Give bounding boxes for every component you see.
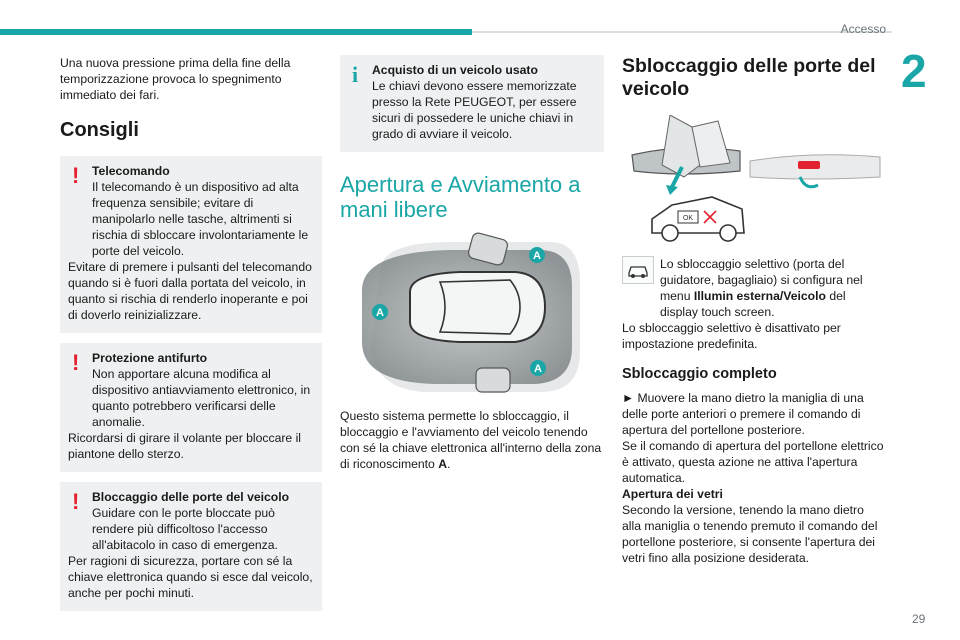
page-number: 29: [912, 612, 926, 626]
door-handle-illustration: [622, 115, 884, 250]
note-text: [660, 256, 884, 320]
zone-label: A: [533, 250, 541, 262]
warning-box-antitheft: [60, 343, 322, 472]
column-left: [60, 55, 322, 621]
intro-paragraph: Una nuova pressione prima della fine della temporizzazione provoca lo spegnimento immediato dei fari.: [60, 56, 291, 102]
paragraph-zone-ref: A: [438, 457, 448, 471]
note-text-b: del display touch screen.: [660, 289, 846, 319]
warning-text: Guidare con le porte bloccate può rendere più difficoltoso l'accesso all'abitacolo in caso di emergenza.: [92, 506, 278, 552]
car-settings-icon: [622, 256, 654, 284]
warning-text-2: Evitare di premere i pulsanti del telecomando quando si è fuori dalla portata del veicolo, in quanto si rischia di renderlo inoperante e poi di doverlo reinizializzare.: [68, 260, 312, 322]
full-unlock-step: ► Muovere la mano dietro la maniglia di una delle porte anteriori o premere il comando di apertura del portellone posteriore.: [622, 391, 864, 437]
windows-title: Apertura dei vetri: [622, 487, 723, 501]
header-divider: [472, 31, 892, 33]
info-title: Acquisto di un veicolo usato: [372, 63, 538, 77]
info-box-used-vehicle: [340, 55, 604, 152]
warning-icon: !: [72, 489, 80, 514]
selective-unlock-note: [622, 256, 884, 320]
note-text-2: Lo sbloccaggio selettivo è disattivato per impostazione predefinita.: [622, 321, 841, 351]
paragraph-text: Questo sistema permette lo sbloccaggio, il bloccaggio e l'avviamento del veicolo tenendo con sé la chiave elettronica all'interno della zona di riconoscimento: [340, 409, 602, 471]
note-text-a: Lo sbloccaggio selettivo (porta del guidatore, bagagliaio) si configura nel menu: [660, 257, 863, 303]
unlocking-heading: Sbloccaggio delle porte del veicolo: [622, 55, 876, 100]
warning-title: Protezione antifurto: [92, 351, 208, 365]
full-unlock-step-2: Se il comando di apertura del portellone elettrico è attivato, questa azione ne attiva l'apertura automatica.: [622, 439, 884, 485]
zone-marker-bottom: [530, 360, 546, 376]
warning-box-remote: [60, 156, 322, 333]
warning-text-2: Per ragioni di sicurezza, portare con sé la chiave elettronica quando si esce dal veicolo, anche per pochi minuti.: [68, 554, 313, 600]
warning-text: Il telecomando è un dispositivo ad alta frequenza sensibile; evitare di manipolarlo nelle tasche, altrimenti si rischia di sbloccare involontariamente le porte del veicolo.: [92, 180, 309, 258]
column-right: [622, 55, 884, 566]
hands-free-heading: Apertura e Avviamento a mani libere: [340, 172, 581, 222]
header-accent-bar: [0, 29, 472, 35]
warning-title: Telecomando: [92, 164, 170, 178]
screen-ok-label: OK: [682, 215, 694, 222]
info-icon: i: [352, 62, 359, 87]
hands-free-paragraph: [340, 408, 604, 472]
full-unlock-heading: Sbloccaggio completo: [622, 366, 777, 382]
warning-icon: !: [72, 350, 80, 375]
warning-text: Non apportare alcuna modifica al dispositivo antiavviamento elettronico, in quanto potrebbero verificarsi delle anomalie.: [92, 367, 311, 429]
info-text: Le chiavi devono essere memorizzate presso la Rete PEUGEOT, per essere sicuri di possedere le uniche chiavi in grado di avviare il veicolo.: [372, 79, 577, 141]
recognition-zone-illustration: [340, 232, 604, 402]
note-menu-name: Illumin esterna/Veicolo: [693, 289, 826, 303]
consigli-heading: Consigli: [60, 119, 139, 141]
zone-label: A: [534, 363, 542, 375]
windows-text: Secondo la versione, tenendo la mano dietro alla maniglia o tenendo premuto il comando del portellone posteriore, si consente l'apertura dei vetri fino alla posizione desiderata.: [622, 503, 878, 565]
chapter-number: 2: [901, 45, 927, 97]
warning-text-2: Ricordarsi di girare il volante per bloccare il piantone dello sterzo.: [68, 431, 302, 461]
warning-box-locking: [60, 482, 322, 611]
warning-icon: !: [72, 163, 80, 188]
paragraph-end: .: [447, 457, 451, 471]
zone-marker-top: [529, 247, 545, 263]
zone-label: A: [376, 307, 384, 319]
section-title: Accesso: [840, 22, 886, 36]
warning-title: Bloccaggio delle porte del veicolo: [92, 490, 290, 504]
zone-marker-left: [372, 304, 388, 320]
column-middle: [340, 55, 604, 472]
